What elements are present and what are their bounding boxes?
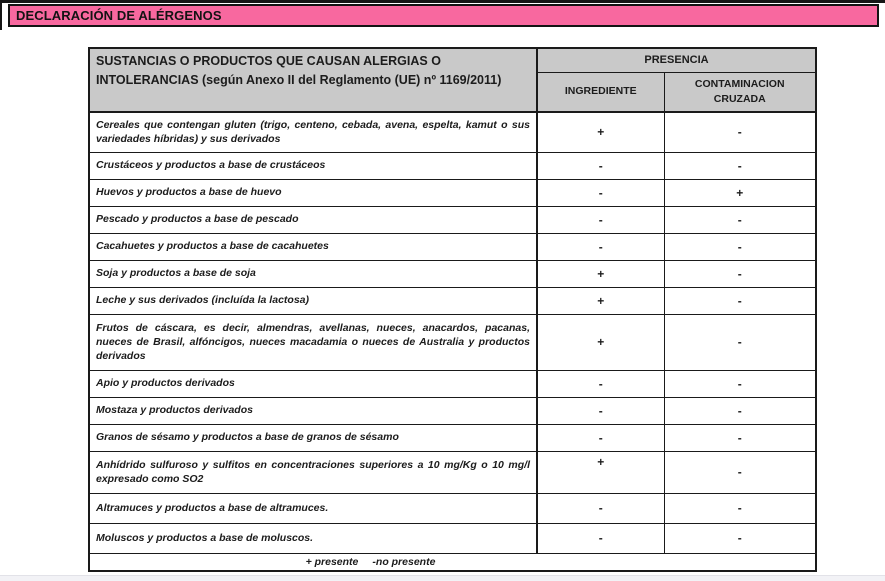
- cross-contamination-cell: -: [664, 451, 816, 493]
- cross-contamination-cell: -: [664, 287, 816, 314]
- ingredient-presence-cell: -: [537, 370, 664, 397]
- cross-contamination-cell: -: [664, 370, 816, 397]
- page-edge-strip: [0, 575, 885, 581]
- allergen-name-cell: Altramuces y productos a base de altramuces.: [89, 493, 537, 523]
- allergen-name-cell: Mostaza y productos derivados: [89, 397, 537, 424]
- ingredient-presence-cell: -: [537, 493, 664, 523]
- legend-row: [89, 553, 816, 571]
- allergen-row: [89, 451, 816, 493]
- ingredient-presence-cell: +: [537, 112, 664, 152]
- legend-present: + presente: [305, 555, 359, 568]
- ingredient-presence-cell: -: [537, 397, 664, 424]
- cross-contamination-cell: -: [664, 397, 816, 424]
- allergen-row: [89, 287, 816, 314]
- allergen-name-cell: Moluscos y productos a base de moluscos.: [89, 523, 537, 553]
- allergen-row: [89, 370, 816, 397]
- allergen-name-cell: Anhídrido sulfuroso y sulfitos en concentraciones superiores a 10 mg/Kg o 10 mg/l expresado como SO2: [89, 451, 537, 493]
- ingredient-presence-cell: +: [537, 451, 664, 493]
- presence-legend: [89, 553, 816, 571]
- allergen-name-cell: Soja y productos a base de soja: [89, 260, 537, 287]
- cross-contamination-cell: -: [664, 493, 816, 523]
- page-left-border: [0, 3, 2, 30]
- allergen-row: [89, 179, 816, 206]
- presence-header-cell: PRESENCIA: [537, 48, 816, 72]
- allergen-name-cell: Apio y productos derivados: [89, 370, 537, 397]
- allergen-row: [89, 260, 816, 287]
- allergen-row: [89, 397, 816, 424]
- allergen-name-cell: Cereales que contengan gluten (trigo, centeno, cebada, avena, espelta, kamut o sus variedades híbridas) y sus derivados: [89, 112, 537, 152]
- page-top-border: [0, 0, 885, 3]
- ingredient-presence-cell: +: [537, 314, 664, 370]
- ingredient-presence-cell: -: [537, 152, 664, 179]
- cross-contamination-cell: -: [664, 206, 816, 233]
- cross-contamination-cell: +: [664, 179, 816, 206]
- table-header-row-1: [89, 48, 816, 72]
- allergen-row: [89, 233, 816, 260]
- allergen-row: [89, 206, 816, 233]
- allergen-row: [89, 424, 816, 451]
- ingredient-column-header: INGREDIENTE: [537, 72, 664, 112]
- ingredient-presence-cell: -: [537, 233, 664, 260]
- cross-contamination-cell: -: [664, 314, 816, 370]
- allergen-row: [89, 493, 816, 523]
- allergen-row: [89, 152, 816, 179]
- cross-contamination-column-header: CONTAMINACION CRUZADA: [664, 72, 816, 112]
- allergen-declaration-table: [88, 47, 817, 572]
- ingredient-presence-cell: -: [537, 523, 664, 553]
- allergen-name-cell: Pescado y productos a base de pescado: [89, 206, 537, 233]
- allergen-name-cell: Cacahuetes y productos a base de cacahuetes: [89, 233, 537, 260]
- cross-contamination-cell: -: [664, 112, 816, 152]
- page-title: DECLARACIÓN DE ALÉRGENOS: [16, 8, 222, 23]
- document-title-bar: [8, 4, 879, 27]
- cross-contamination-cell: -: [664, 523, 816, 553]
- ingredient-presence-cell: +: [537, 287, 664, 314]
- ingredient-presence-cell: -: [537, 206, 664, 233]
- ingredient-presence-cell: +: [537, 260, 664, 287]
- allergen-row: [89, 112, 816, 152]
- cross-contamination-cell: -: [664, 152, 816, 179]
- allergen-name-cell: Granos de sésamo y productos a base de granos de sésamo: [89, 424, 537, 451]
- substances-header-cell: SUSTANCIAS O PRODUCTOS QUE CAUSAN ALERGIAS O INTOLERANCIAS (según Anexo II del Reglamento (UE) nº 1169/2011): [89, 48, 537, 112]
- ingredient-presence-cell: -: [537, 424, 664, 451]
- allergen-name-cell: Crustáceos y productos a base de crustáceos: [89, 152, 537, 179]
- allergen-name-cell: Huevos y productos a base de huevo: [89, 179, 537, 206]
- legend-not-present: -no presente: [372, 555, 436, 568]
- cross-contamination-cell: -: [664, 424, 816, 451]
- cross-contamination-cell: -: [664, 260, 816, 287]
- allergen-row: [89, 314, 816, 370]
- cross-contamination-cell: -: [664, 233, 816, 260]
- allergen-name-cell: Frutos de cáscara, es decir, almendras, avellanas, nueces, anacardos, pacanas, nueces de Brasil, alfóncigos, nueces macadamia o nueces de Australia y productos derivados: [89, 314, 537, 370]
- allergen-row: [89, 523, 816, 553]
- ingredient-presence-cell: -: [537, 179, 664, 206]
- allergen-name-cell: Leche y sus derivados (incluída la lactosa): [89, 287, 537, 314]
